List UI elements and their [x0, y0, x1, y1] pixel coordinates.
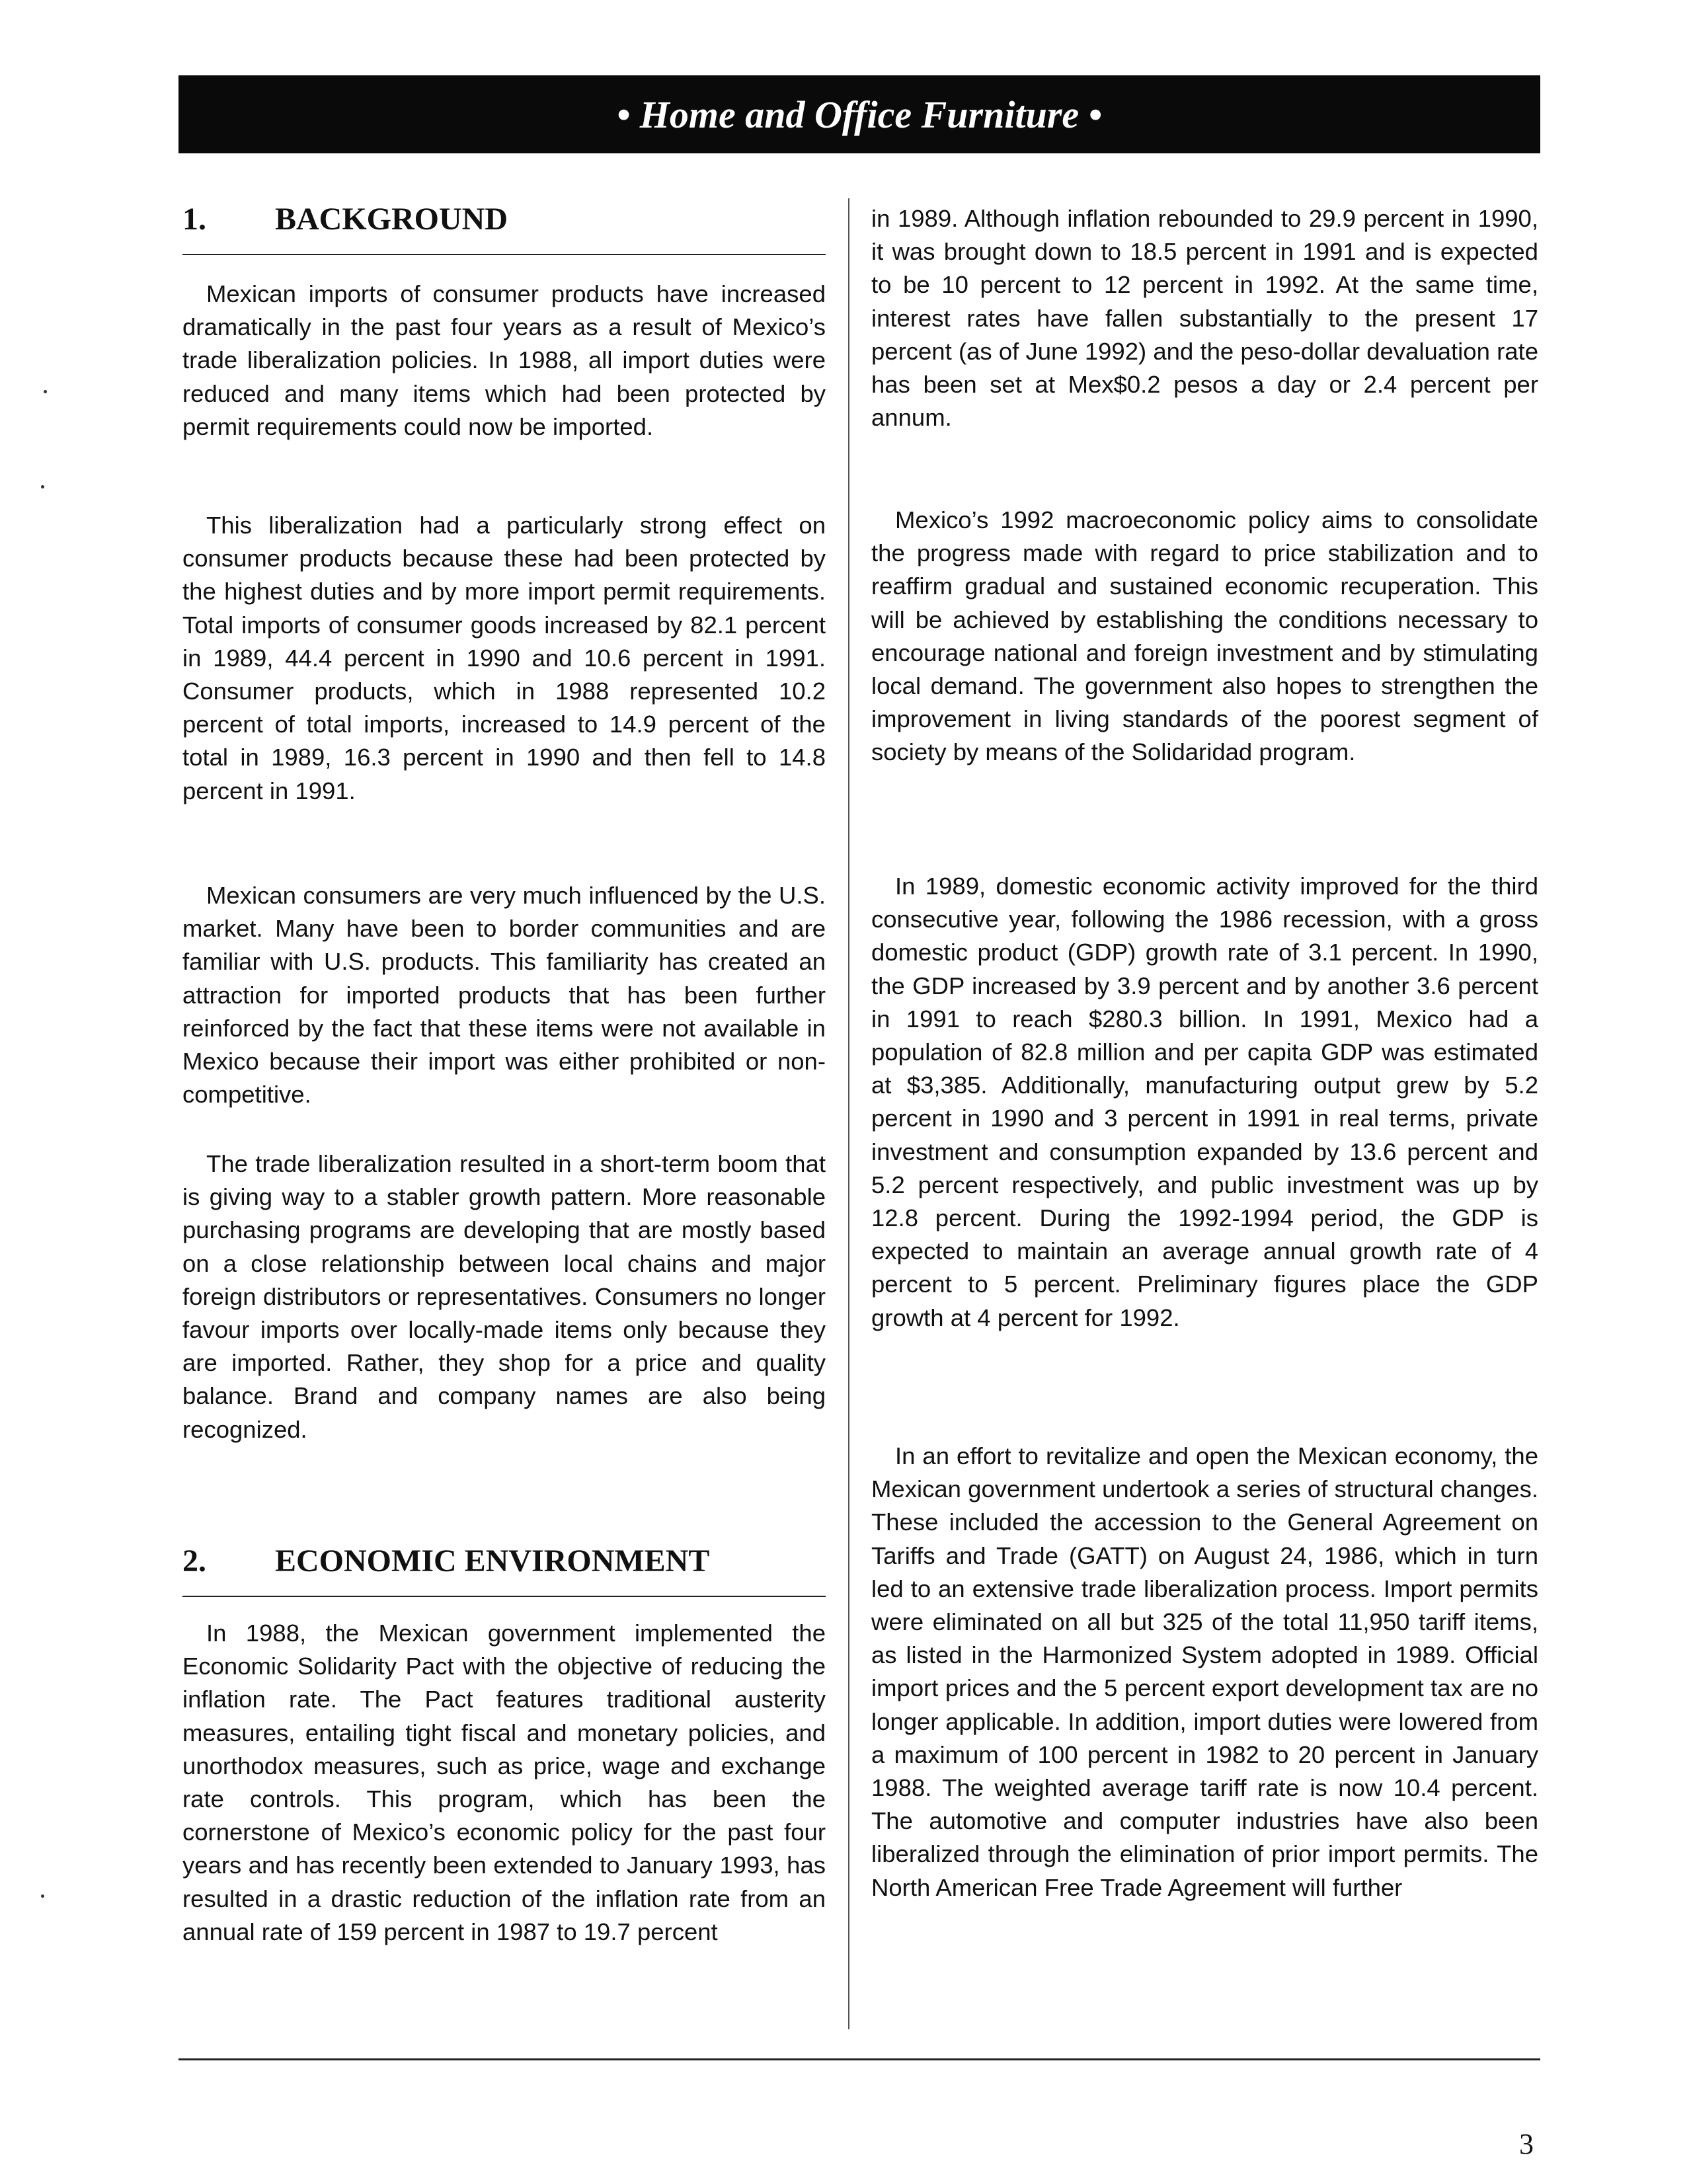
paragraph: Mexican consumers are very much influenced by the U.S. market. Many have been to border communities and are familiar with U.S. products. This familiarity has created an attraction for imported products that has been further reinforced by the fact that these items were not available in Mexico because their import was either prohibited or non-competitive.	[182, 882, 826, 1109]
section-heading-background	[182, 201, 826, 237]
footer-rule	[178, 2058, 1540, 2060]
section-heading-economic-environment	[182, 1543, 826, 1579]
paragraph: This liberalization had a particularly strong effect on consumer products because these had been protected by the highest duties and by more import permit requirements. Total imports of consumer goods increased by 82.1 percent in 1989, 44.4 percent in 1990 and 10.6 percent in 1991. Consumer products, which in 1988 represented 10.2 percent of total imports, increased to 14.9 percent of the total in 1989, 16.3 percent in 1990 and then fell to 14.8 percent in 1991.	[182, 512, 826, 804]
section-title: ECONOMIC ENVIRONMENT	[275, 1543, 710, 1579]
page-number: 3	[1519, 2128, 1534, 2160]
paragraph: In 1988, the Mexican government implemented the Economic Solidarity Pact with the objective of reducing the inflation rate. The Pact features traditional austerity measures, entailing tight fiscal and monetary policies, and unorthodox measures, such as price, wage and exchange rate controls. This program, which has been the cornerstone of Mexico’s economic policy for the past four years and has recently been extended to January 1993, has resulted in a drastic reduction of the inflation rate from an annual rate of 159 percent in 1987 to 19.7 percent	[182, 1619, 826, 1945]
section-number: 2.	[182, 1543, 206, 1579]
heading-rule	[182, 1596, 826, 1597]
column-divider	[848, 198, 849, 2029]
section-title: BACKGROUND	[275, 202, 508, 237]
scan-speck	[41, 1894, 44, 1898]
paragraph: in 1989. Although inflation rebounded to 29.9 percent in 1990, it was brought down to 18.5 percent in 1991 and is expected to be 10 percent to 12 percent in 1992. At the same time, interest rates have fallen substantially to the present 17 percent (as of June 1992) and the peso-dollar devaluation rate has been set at Mex$0.2 pesos a day or 2.4 percent per annum.	[871, 205, 1538, 432]
banner-title: • Home and Office Furniture •	[617, 93, 1102, 136]
paragraph: In an effort to revitalize and open the Mexican economy, the Mexican government undertook a series of structural changes. These included the accession to the General Agreement on Tariffs and Trade (GATT) on August 24, 1986, which in turn led to an extensive trade liberalization process. Import permits were eliminated on all but 325 of the total 11,950 tariff items, as listed in the Harmonized System adopted in 1989. Official import prices and the 5 percent export development tax are no longer applicable. In addition, import duties were lowered from a maximum of 100 percent in 1982 to 20 percent in January 1988. The weighted average tariff rate is now 10.4 percent. The automotive and computer industries have also been liberalized through the elimination of prior import permits. The North American Free Trade Agreement will further	[871, 1442, 1538, 1901]
paragraph: In 1989, domestic economic activity improved for the third consecutive year, following the 1986 recession, with a gross domestic product (GDP) growth rate of 3.1 percent. In 1990, the GDP increased by 3.9 percent and by another 3.6 percent in 1991 to reach $280.3 billion. In 1991, Mexico had a population of 82.8 million and per capita GDP was estimated at $3,385. Additionally, manufacturing output grew by 5.2 percent in 1990 and 3 percent in 1991 in real terms, private investment and consumption expanded by 13.6 percent and 5.2 percent respectively, and public investment was up by 12.8 percent. During the 1992-1994 period, the GDP is expected to maintain an average annual growth rate of 4 percent to 5 percent. Preliminary figures place the GDP growth at 4 percent for 1992.	[871, 873, 1538, 1331]
scan-speck	[44, 390, 47, 393]
paragraph: The trade liberalization resulted in a short-term boom that is giving way to a stabler growth pattern. More reasonable purchasing programs are developing that are mostly based on a close relationship between local chains and major foreign distributors or representatives. Consumers no longer favour imports over locally-made items only because they are imported. Rather, they shop for a price and quality balance. Brand and company names are also being recognized.	[182, 1150, 826, 1443]
heading-rule	[182, 254, 826, 255]
section-banner	[178, 75, 1540, 153]
paragraph: Mexican imports of consumer products have increased dramatically in the past four years as a result of Mexico’s trade liberalization policies. In 1988, all import duties were reduced and many items which had been protected by permit requirements could now be imported.	[182, 280, 826, 440]
section-number: 1.	[182, 202, 206, 237]
paragraph: Mexico’s 1992 macroeconomic policy aims to consolidate the progress made with regard to price stabilization and to reaffirm gradual and sustained economic recuperation. This will be achieved by establishing the conditions necessary to encourage national and foreign investment and by stimulating local demand. The government also hopes to strengthen the improvement in living standards of the poorest segment of society by means of the Solidaridad program.	[871, 506, 1538, 766]
scan-speck	[41, 485, 44, 488]
